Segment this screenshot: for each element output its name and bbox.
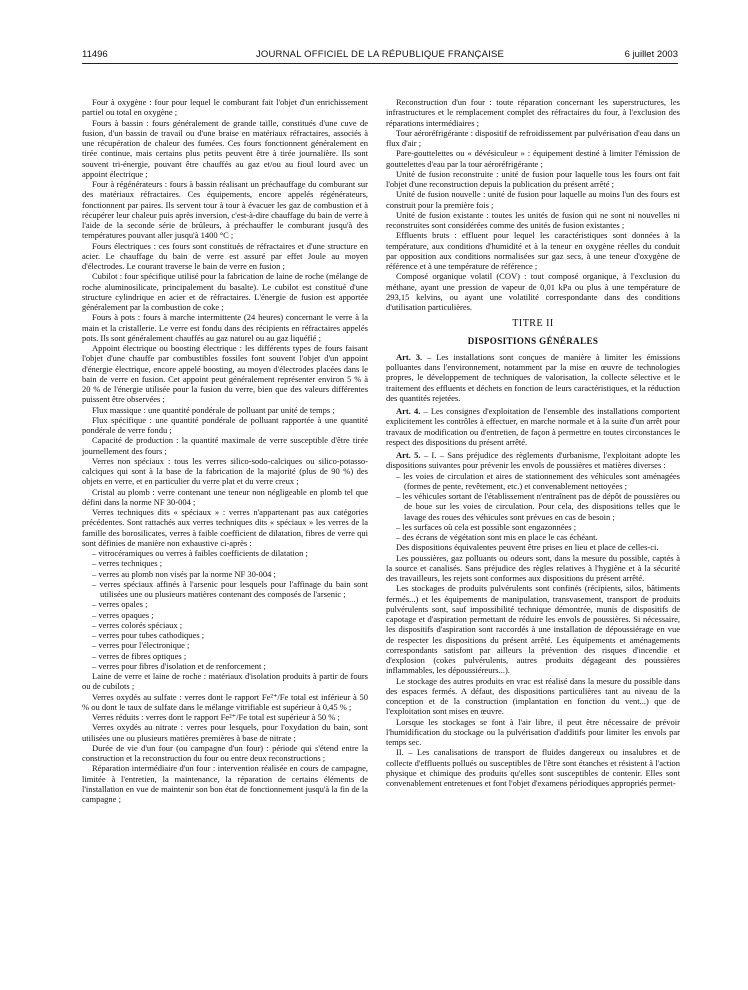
list-item: – verres opales ; [92, 599, 148, 610]
definition-paragraph: Verres oxydés au nitrate : verres pour lesquels, pour l'oxydation du bain, sont utilisées une ou plusieurs matières premières à base de nitrate ; [82, 722, 368, 743]
list-item: – les véhicules sortant de l'établissement n'entraînent pas de dépôt de poussières ou de boue sur les voies de circulation. Pour cela, des dispositions telles que le lavage des roues des véhicules sont prévues en cas de besoin ; [396, 491, 680, 522]
article-paragraph: Les poussières, gaz polluants ou odeurs sont, dans la mesure du possible, captés à la source et canalisés. Sans préjudice des règles relatives à l'hygiène et à la sécurité des travailleurs, les rejets sont conformes aux dispositions du présent arrêté. [386, 552, 680, 583]
list-item: – verres au plomb non visés par la norme NF 30-004 ; [92, 568, 276, 579]
list-item: – verres opaques ; [92, 609, 154, 620]
definition-paragraph: Reconstruction d'un four : toute réparation concernant les superstructures, les infrastructures et le remplacement complet des réfractaires du four, à l'exclusion des réparations intermédiaires ; [386, 97, 680, 128]
article-text: – Les consignes d'exploitation de l'ensemble des installations comportent explicitement les contrôles à effectuer, en marche normale et à la suite d'un arrêt pour travaux de modification ou d'entretien, de façon à permettre en toutes circonstances le respect des dispositions du présent arrêté. [386, 406, 680, 447]
article-label: Art. 5. [396, 450, 421, 460]
definition-paragraph: Laine de verre et laine de roche : matériaux d'isolation produits à partir de fours ou de cubilots ; [82, 671, 368, 692]
dust-prevention-list [386, 471, 680, 543]
header-rule [82, 63, 678, 64]
definition-paragraph: Durée de vie d'un four (ou campagne d'un four) : période qui s'étend entre la construction et la reconstruction du four ou entre deux reconstructions ; [82, 742, 368, 763]
definition-paragraph: Composé organique volatil (COV) : tout composé organique, à l'exclusion du méthane, ayant une pression de vapeur de 0,01 kPa ou plus à une température de 293,15 kelvins, ou ayant une volatilité correspondante dans des conditions d'utilisation particulières. [386, 271, 680, 312]
definition-paragraph: Fours à bassin : fours généralement de grande taille, constitués d'une cuve de fusion, d'un bassin de travail ou d'une braise en matériaux réfractaires, associés à une récupération de chaleur des fumées. Ces fours fonctionnent généralement en tirée continue, mais certains plus petits peuvent être à tirée journalière. Ils sont souvent tri-énergie, pouvant être chauffés au gaz et/ou au fioul lourd avec un appoint électrique ; [82, 117, 368, 179]
left-column [82, 97, 368, 804]
article-text: – I. – Sans préjudice des règlements d'urbanisme, l'exploitant adopte les dispositions suivantes pour prévenir les envols de poussières et matières diverses : [386, 450, 680, 471]
list-item: – des écrans de végétation sont mis en place le cas échéant. [396, 532, 598, 542]
list-item: – les surfaces où cela est possible sont engazonnées ; [396, 521, 577, 532]
section-heading: DISPOSITIONS GÉNÉRALES [467, 335, 599, 346]
definition-paragraph: Flux spécifique : une quantité pondérale de polluant rapportée à une quantité pondérale de verre fondu ; [82, 414, 368, 435]
article-paragraph: Les stockages de produits pulvérulents sont confinés (récipients, silos, bâtiments fermés...) et les équipements de manipulation, transvasement, transport de produits pulvérulents sont, sauf impossibilité technique démontrée, munis de dispositifs de capotage et d'aspiration permettant de réduire les envols de poussières. Si nécessaire, les dispositifs d'aspiration sont raccordés à une installation de dépoussiérage en vue de respecter les dispositions du présent arrêté. Les équipements et aménagements correspondants satisfont par ailleurs la prévention des risques d'incendie et d'explosion (cokes pulvérulents, autres produits dégageant des poussières inflammables, les dépoussiéreurs...). [386, 583, 680, 676]
right-column [386, 97, 680, 788]
list-item: – verres pour tubes cathodiques ; [92, 630, 205, 640]
page-number: 11496 [82, 49, 108, 60]
publication-date: 6 juillet 2003 [624, 49, 678, 60]
article-label: Art. 3. [396, 351, 423, 362]
list-item: – verres pour l'électronique ; [92, 640, 190, 651]
page-header [82, 49, 678, 61]
titre-heading: TITRE II [512, 318, 554, 330]
definition-paragraph: Fours à pots : fours à marche intermittente (24 heures) concernant le verre à la main et la cristallerie. Le verre est fondu dans des récipients en réfractaires appelés pots. Ils sont généralement chauffés au gaz naturel ou au gaz liquéfié ; [82, 312, 368, 343]
definition-paragraph: Verres techniques dits « spéciaux » : verres n'appartenant pas aux catégories précédentes. Sont rattachés aux verres techniques dits « spéciaux » les verres de la famille des borosilicates, verres à faible coefficient de dilatation, fibres de verre qui sont définies de manière non exhaustive ci-après : [82, 507, 368, 548]
article-text: – Les installations sont conçues de manière à limiter les émissions polluantes dans l'environnement, notamment par la mise en œuvre de technologies propres, le développement de techniques de valorisation, la collecte sélective et le traitement des effluents et déchets en fonction de leurs caractéristiques, et la réduction des quantités rejetées. [386, 351, 681, 403]
journal-title: JOURNAL OFFICIEL DE LA RÉPUBLIQUE FRANÇAISE [255, 49, 505, 60]
article-paragraph: Lorsque les stockages se font à l'air libre, il peut être nécessaire de prévoir l'humidification du stockage ou la pulvérisation d'additifs pour limiter les envols par temps sec. [386, 716, 680, 747]
definition-paragraph: Four à oxygène : four pour lequel le comburant fait l'objet d'un enrichissement partiel ou total en oxygène ; [82, 97, 368, 118]
list-item: – verres colorés spéciaux ; [92, 619, 183, 630]
list-item: – verres spéciaux affinés à l'arsenic pour lesquels pour l'affinage du bain sont utilisées une ou plusieurs matières contenant des composés de l'arsenic ; [92, 578, 368, 599]
list-item: – vitrocéramiques ou verres à faibles coefficients de dilatation ; [92, 548, 308, 558]
definition-paragraph: Appoint électrique ou boosting électrique : les différents types de fours faisant l'objet d'une chauffe par combustibles fossiles font souvent l'objet d'un appoint d'énergie électrique, encore appelé boosting, au moyen d'électrodes placées dans le bain de verre en fusion. Cet appoint peut généralement représenter environ 5 % à 20 % de l'énergie utilisée pour la fusion du verre, bien que des valeurs différentes puissent être observées ; [82, 343, 368, 405]
definition-paragraph: Unité de fusion nouvelle : unité de fusion pour laquelle au moins l'un des fours est construit pour la première fois ; [386, 189, 680, 210]
list-item: – verres pour fibres d'isolation et de renforcement ; [92, 660, 266, 671]
definition-paragraph: Fours électriques : ces fours sont constitués de réfractaires et d'une structure en acier. Le chauffage du bain de verre est assuré par effet Joule au moyen d'électrodes. Le courant traverse le bain de verre en fusion ; [82, 240, 368, 271]
definition-paragraph: Pare-gouttelettes ou « dévésiculeur » : équipement destiné à limiter l'émission de gouttelettes d'eau par la tour aéroréfrigérante ; [386, 148, 680, 169]
definition-paragraph: Unité de fusion reconstruite : unité de fusion pour laquelle tous les fours ont fait l'objet d'une reconstruction depuis la publication du présent arrêté ; [386, 168, 680, 189]
article-paragraph: Le stockage des autres produits en vrac est réalisé dans la mesure du possible dans des espaces fermés. A défaut, des dispositions particulières tant au niveau de la conception et de la construction (implantation en fonction du vent...) que de l'exploitation sont mises en œuvre. [386, 675, 680, 717]
article-3 [386, 352, 680, 403]
article-paragraph: Des dispositions équivalentes peuvent être prises en lieu et place de celles-ci. [396, 542, 659, 553]
definition-paragraph: Tour aéroréfrigérante : dispositif de refroidissement par pulvérisation d'eau dans un flux d'air ; [386, 127, 680, 148]
article-5 [386, 450, 680, 471]
definition-paragraph: Four à régénérateurs : fours à bassin réalisant un préchauffage du comburant sur des matériaux réfractaires. Ces équipements, encore appelés régénérateurs, fonctionnent par paires. Ils servent tour à tour à évacuer les gaz de combustion et à récupérer leur chaleur puis après inversion, c'est-à-dire chauffage du bain de verre à l'aide de la seconde série de brûleurs, à préchauffer le comburant jusqu'à des températures pouvant aller jusqu'à 1400 °C ; [82, 179, 368, 241]
list-item: – les voies de circulation et aires de stationnement des véhicules sont aménagées (formes de pente, revêtement, etc.) et convenablement nettoyées ; [396, 470, 680, 491]
list-item: – verres techniques ; [92, 558, 163, 569]
article-4 [386, 406, 680, 447]
definition-paragraph: Effluents bruts : effluent pour lequel les caractéristiques sont données à la température, aux conditions d'humidité et à la teneur en oxygène réelles du conduit par opposition aux conditions normalisées sur gaz secs, à une teneur d'oxygène de référence et à une température de référence ; [386, 230, 680, 271]
definition-paragraph: Capacité de production : la quantité maximale de verre susceptible d'être tirée journellement des fours ; [82, 435, 368, 456]
definition-paragraph: Unité de fusion existante : toutes les unités de fusion qui ne sont ni nouvelles ni reconstruites sont considérées comme des unités de fusion existantes ; [386, 209, 680, 230]
definition-paragraph: Cristal au plomb : verre contenant une teneur non négligeable en plomb tel que défini dans la norme NF 30-004 ; [82, 486, 368, 507]
definition-paragraph: Réparation intermédiaire d'un four : intervention réalisée en cours de campagne, limitée à l'entretien, la maintenance, la réparation de certains éléments de l'installation en vue de maintenir son bon état de fonctionnement jusqu'à la fin de la campagne ; [82, 763, 368, 804]
special-glass-list [82, 548, 368, 671]
article-label: Art. 4. [396, 406, 421, 416]
list-item: – verres de fibres optiques ; [92, 650, 187, 661]
article-paragraph: II. – Les canalisations de transport de fluides dangereux ou insalubres et de collecte d'effluents pollués ou susceptibles de l'être sont étanches et résistent à l'action physique et chimique des produits qu'elles sont susceptibles de contenir. Elles sont convenablement entretenues et font l'objet d'examens périodiques appropriés permet- [386, 747, 680, 788]
definition-paragraph: Cubilot : four spécifique utilisé pour la fabrication de laine de roche (mélange de roche aluminosilicate, principalement du basalte). Le cubilot est constitué d'une structure cylindrique en acier et de réfractaires. L'énergie de fusion est apportée généralement par la combustion de coke ; [82, 271, 368, 312]
definition-paragraph: Verres réduits : verres dont le rapport Fe²⁺/Fe total est supérieur à 50 % ; [92, 712, 340, 722]
definition-paragraph: Verres oxydés au sulfate : verres dont le rapport Fe²⁺/Fe total est inférieur à 50 % ou dont le taux de sulfate dans le mélange vitrifiable est supérieur à 0,45 % ; [82, 691, 368, 712]
definition-paragraph: Flux massique : une quantité pondérale de polluant par unité de temps ; [92, 404, 335, 415]
definition-paragraph: Verres non spéciaux : tous les verres silico-sodo-calciques ou silico-potasso-calciques qui sont à la base de la fabrication de la majorité (plus de 90 %) des objets en verre, et en particulier du verre plat et du verre creux ; [82, 455, 368, 487]
